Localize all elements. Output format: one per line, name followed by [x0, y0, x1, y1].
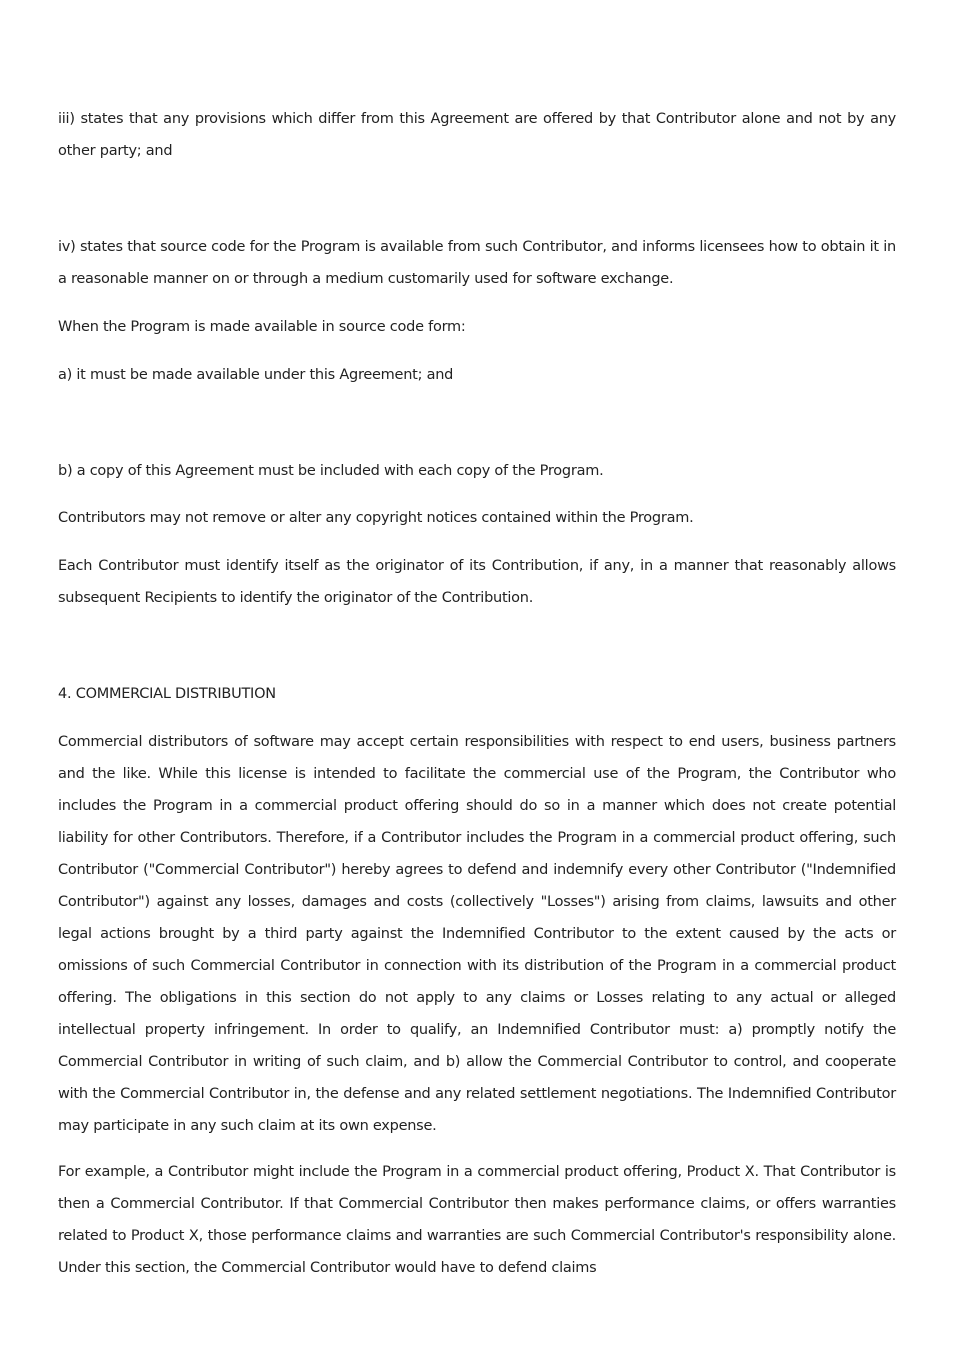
paragraph-copyright-notices: Contributors may not remove or alter any copyright notices contained within the Program.	[58, 510, 694, 526]
paragraph-b: b) a copy of this Agreement must be included with each copy of the Program.	[58, 463, 604, 479]
paragraph-example: For example, a Contributor might include the Program in a commercial product offering, Product X. That Contributor is then a Commercial Contributor. If that Commercial Contributor then makes performance claims, or offers warranties related to Product X, those performance claims and warranties are such Commercial Contributor's responsibility alone. Under this section, the Commercial Contributor would have to defend claims	[58, 1164, 896, 1276]
paragraph-identify-originator: Each Contributor must identify itself as the originator of its Contribution, if any, in a manner that reasonably allows subsequent Recipients to identify the originator of the Contribution.	[58, 558, 896, 606]
paragraph-iv: iv) states that source code for the Program is available from such Contributor, and informs licensees how to obtain it in a reasonable manner on or through a medium customarily used for software exchange.	[58, 239, 896, 287]
paragraph-a: a) it must be made available under this Agreement; and	[58, 367, 454, 383]
section-heading: 4. COMMERCIAL DISTRIBUTION	[58, 686, 276, 702]
paragraph-commercial-distribution: Commercial distributors of software may accept certain responsibilities with respect to end users, business partners and the like. While this license is intended to facilitate the commercial use of the Program, the Contributor who includes the Program in a commercial product offering should do so in a manner which does not create potential liability for other Contributors. Therefore, if a Contributor includes the Program in a commercial product offering, such Contributor ("Commercial Contributor") hereby agrees to defend and indemnify every other Contributor ("Indemnified Contributor") against any losses, damages and costs (collectively "Losses") arising from claims, lawsuits and other legal actions brought by a third party against the Indemnified Contributor to the extent caused by the acts or omissions of such Commercial Contributor in connection with its distribution of the Program in a commercial product offering. The obligations in this section do not apply to any claims or Losses relating to any actual or alleged intellectual property infringement. In order to qualify, an Indemnified Contributor must: a) promptly notify the Commercial Contributor in writing of such claim, and b) allow the Commercial Contributor to control, and cooperate with the Commercial Contributor in, the defense and any related settlement negotiations. The Indemnified Contributor may participate in any such claim at its own expense.	[58, 734, 896, 1134]
paragraph-iii: iii) states that any provisions which differ from this Agreement are offered by that Contributor alone and not by any other party; and	[58, 111, 896, 159]
paragraph-source-code-form: When the Program is made available in source code form:	[58, 319, 466, 335]
